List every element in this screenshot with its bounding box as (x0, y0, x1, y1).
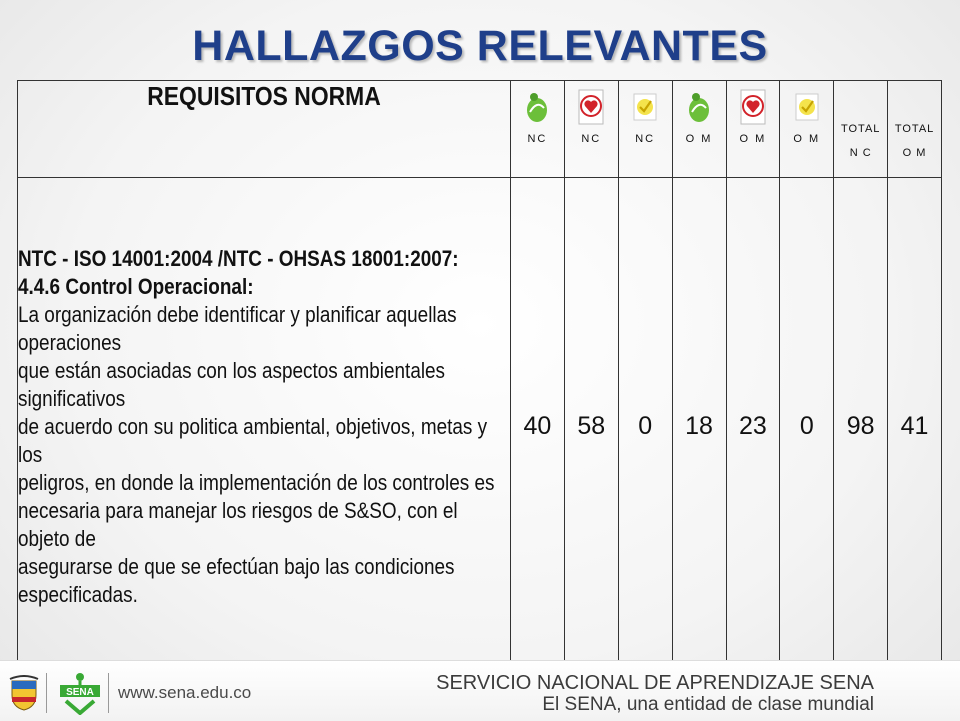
column-header-nc-environment (511, 81, 565, 178)
organization-line2: El SENA, una entidad de clase mundial (542, 694, 874, 715)
yellow-check-face-icon (795, 91, 819, 123)
red-heart-hands-icon (578, 89, 604, 125)
value-nc-environment: 40 (511, 178, 565, 676)
footer-divider (46, 673, 47, 713)
green-leaf-person-icon (686, 90, 712, 124)
colombia-coat-of-arms-icon (9, 675, 39, 711)
value-nc-quality: 0 (618, 178, 672, 676)
column-header-nc-health (564, 81, 618, 178)
footer-divider (108, 673, 109, 713)
clause-text-line: especificadas. (18, 581, 138, 607)
column-label: O M (793, 133, 821, 145)
value-nc-health: 58 (564, 178, 618, 676)
clause-text-line: peligros, en donde la implementación de los controles es (18, 469, 495, 495)
column-label: NC (527, 133, 548, 145)
column-label-line1: TOTAL (894, 123, 935, 135)
requirement-text-cell (18, 178, 511, 676)
clause-text-line: de acuerdo con su politica ambiental, objetivos, metas y los (18, 413, 488, 467)
requirement-header: REQUISITOS NORMA (147, 81, 381, 111)
column-label-total (834, 117, 887, 165)
clause-text-line: que están asociadas con los aspectos ambientales significativos (18, 357, 446, 411)
clause-text-line: asegurarse de que se efectúan bajo las condiciones (18, 553, 455, 579)
requirement-header-cell (18, 81, 511, 178)
column-header-om-health (726, 81, 780, 178)
clause-title: 4.4.6 Control Operacional: (18, 273, 254, 299)
value-om-health: 23 (726, 178, 780, 676)
column-label-line2: N C (849, 147, 872, 159)
yellow-check-face-icon (633, 91, 657, 123)
findings-table (17, 80, 942, 676)
standard-reference: NTC - ISO 14001:2004 /NTC - OHSAS 18001:2007: (18, 245, 459, 271)
column-label: O M (685, 133, 713, 145)
green-leaf-person-icon (524, 90, 550, 124)
red-heart-hands-icon (740, 89, 766, 125)
column-header-nc-quality (618, 81, 672, 178)
slide-title: HALLAZGOS RELEVANTES (192, 22, 768, 70)
column-header-om-quality (780, 81, 834, 178)
value-total-om: 41 (888, 178, 942, 676)
website-link[interactable]: www.sena.edu.co (118, 683, 252, 702)
value-om-quality: 0 (780, 178, 834, 676)
value-om-environment: 18 (672, 178, 726, 676)
column-header-om-environment (672, 81, 726, 178)
column-label: O M (739, 133, 767, 145)
column-label: NC (581, 133, 602, 145)
clause-text-line: La organización debe identificar y planificar aquellas operaciones (18, 301, 457, 355)
column-label-line1: TOTAL (840, 123, 881, 135)
column-label-line2: O M (902, 147, 927, 159)
sena-logo-icon (56, 671, 104, 715)
column-label-total (888, 117, 941, 165)
value-total-nc: 98 (834, 178, 888, 676)
footer-bar (0, 660, 960, 721)
column-header-total-om (888, 81, 942, 178)
clause-text-line: necesaria para manejar los riesgos de S&SO, con el objeto de (18, 497, 458, 551)
column-label: NC (635, 133, 656, 145)
column-header-total-nc (834, 81, 888, 178)
organization-name (436, 672, 874, 716)
svg-text:SENA: SENA (66, 687, 94, 698)
organization-line1: SERVICIO NACIONAL DE APRENDIZAJE SENA (436, 672, 874, 694)
